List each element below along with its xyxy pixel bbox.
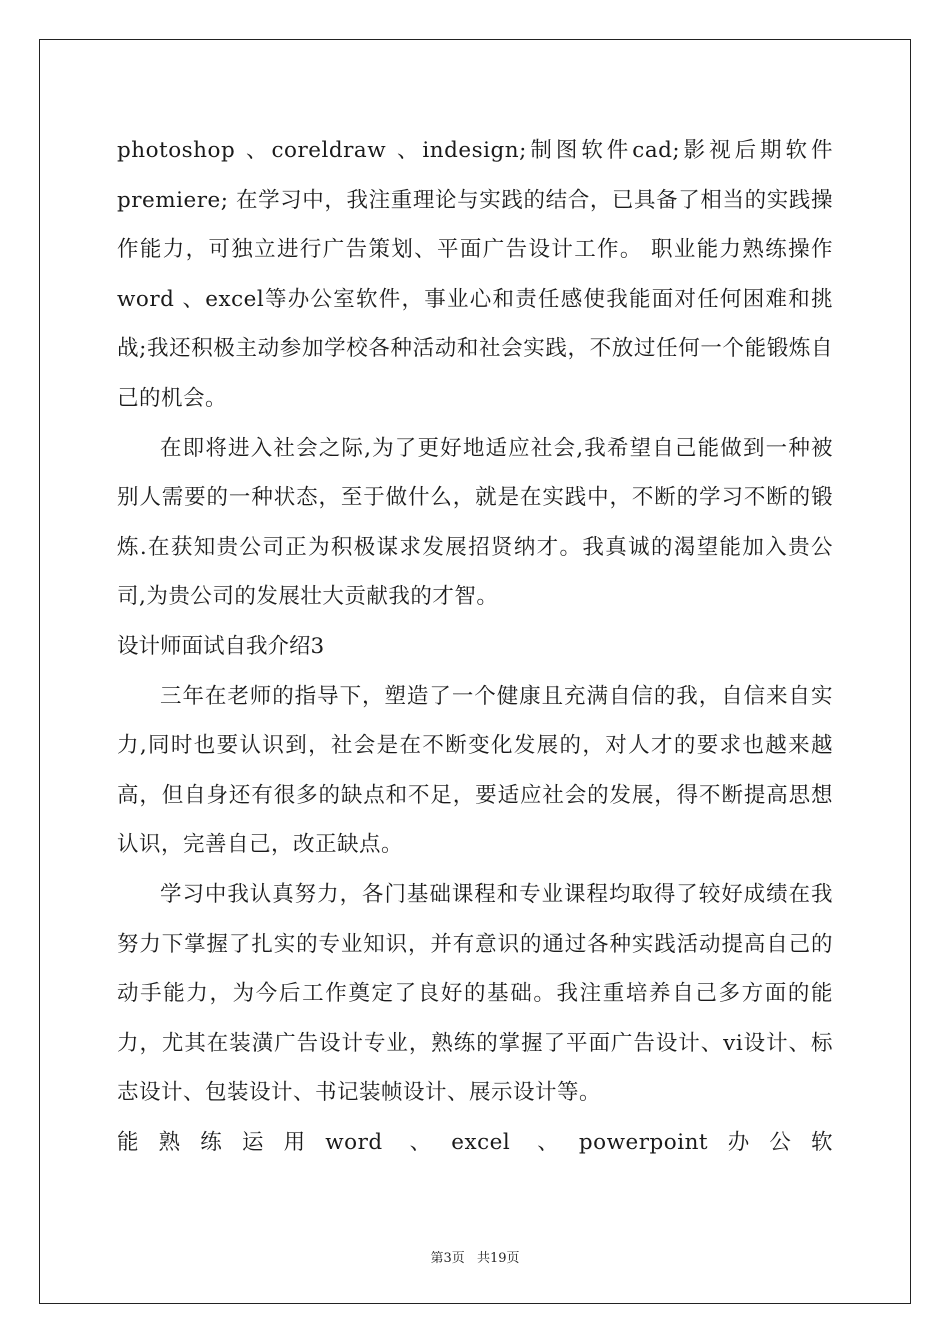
- page-total: 共19页: [476, 1251, 520, 1266]
- page-footer: [0, 1247, 950, 1266]
- paragraph-study: 学习中我认真努力，各门基础课程和专业课程均取得了较好成绩在我努力下掌握了扎实的专业知识，并有意识的通过各种实践活动提高自己的动手能力，为今后工作奠定了良好的基础。我注重培养自己多方面的能力，尤其在装潢广告设计专业，熟练的掌握了平面广告设计、vi设计、标志设计、包装设计、书记装帧设计、展示设计等。: [117, 881, 833, 1106]
- section-heading: 设计师面试自我介绍3: [117, 633, 325, 659]
- paragraph-skills: photoshop 、coreldraw 、indesign;制图软件cad;影视后期软件premiere; 在学习中，我注重理论与实践的结合，已具备了相当的实践操作能力，可独立进行广告策划、平面广告设计工作。 职业能力熟练操作word 、excel等办公室软件，事业心和责任感使我能面对任何困难和挑战;我还积极主动参加学校各种活动和社会实践，不放过任何一个能锻炼自己的机会。: [117, 138, 833, 411]
- paragraph-society: 在即将进入社会之际,为了更好地适应社会,我希望自己能做到一种被别人需要的一种状态，至于做什么，就是在实践中，不断的学习不断的锻炼.在获知贵公司正为积极谋求发展招贤纳才。我真诚的渴望能加入贵公司,为贵公司的发展壮大贡献我的才智。: [117, 435, 833, 610]
- paragraph-teacher: 三年在老师的指导下，塑造了一个健康且充满自信的我，自信来自实力,同时也要认识到，社会是在不断变化发展的，对人才的要求也越来越高，但自身还有很多的缺点和不足，要适应社会的发展，得不断提高思想认识，完善自己，改正缺点。: [117, 683, 833, 858]
- document-body: [117, 126, 833, 1167]
- paragraph-office: 能熟练运用word 、excel 、powerpoint办公软: [117, 1129, 833, 1155]
- page-number: 第3页: [430, 1251, 465, 1266]
